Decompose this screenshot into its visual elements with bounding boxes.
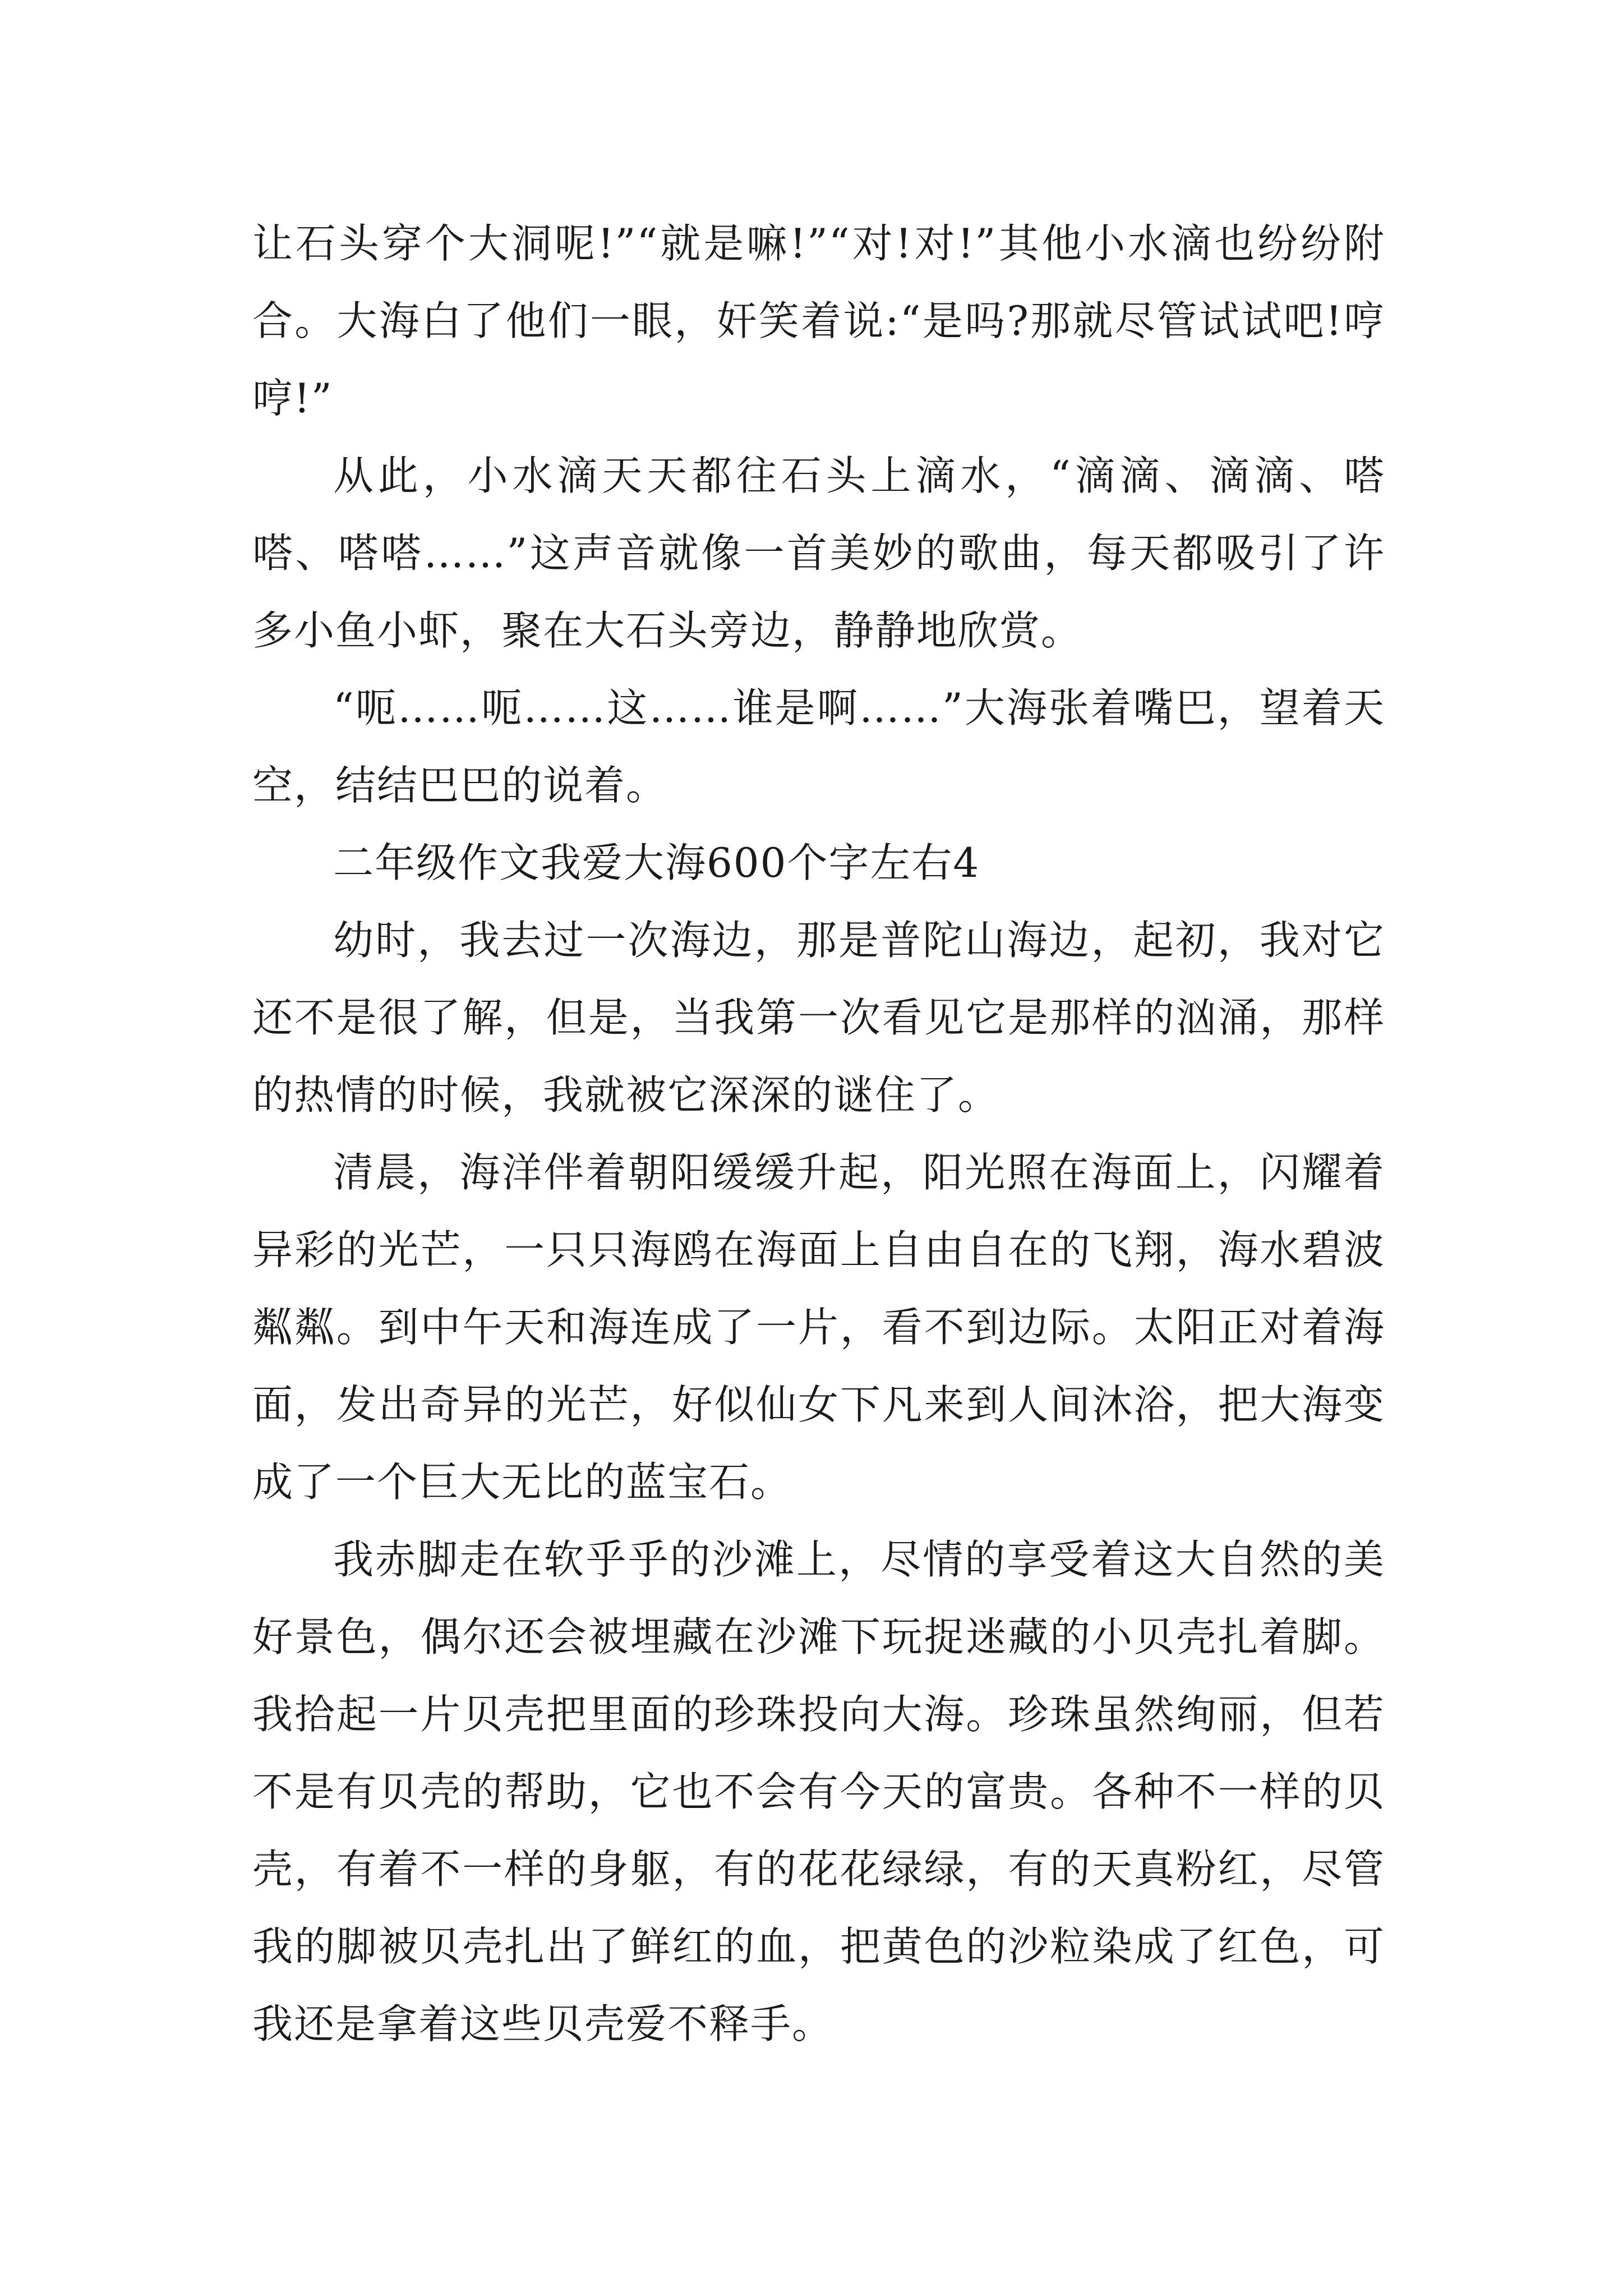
paragraph: 我赤脚走在软乎乎的沙滩上，尽情的享受着这大自然的美好景色，偶尔还会被埋藏在沙滩下玩捉迷藏的小贝壳扎着脚。我拾起一片贝壳把里面的珍珠投向大海。珍珠虽然绚丽，但若不是有贝壳的帮助，它也不会有今天的富贵。各种不一样的贝壳，有着不一样的身躯，有的花花绿绿，有的天真粉红，尽管我的脚被贝壳扎出了鲜红的血，把黄色的沙粒染成了红色，可我还是拿着这些贝壳爱不释手。	[252, 1536, 1385, 2047]
paragraph: 清晨，海洋伴着朝阳缓缓升起，阳光照在海面上，闪耀着异彩的光芒，一只只海鸥在海面上自由自在的飞翔，海水碧波粼粼。到中午天和海连成了一片，看不到边际。太阳正对着海面，发出奇异的光芒，好似仙女下凡来到人间沐浴，把大海变成了一个巨大无比的蓝宝石。	[252, 1149, 1385, 1506]
paragraph: 幼时，我去过一次海边，那是普陀山海边，起初，我对它还不是很了解，但是，当我第一次看见它是那样的汹涌，那样的热情的时候，我就被它深深的谜住了。	[252, 917, 1385, 1119]
paragraph: 从此，小水滴天天都往石头上滴水，“滴滴、滴滴、嗒嗒、嗒嗒……”这声音就像一首美妙的歌曲，每天都吸引了许多小鱼小虾，聚在大石头旁边，静静地欣赏。	[252, 452, 1385, 654]
section-heading: 二年级作文我爱大海600个字左右4	[333, 839, 980, 886]
paragraph: 让石头穿个大洞呢!”“就是嘛!”“对!对!”其他小水滴也纷纷附合。大海白了他们一眼，奸笑着说:“是吗?那就尽管试试吧!哼哼!”	[252, 220, 1385, 422]
paragraph: “呃……呃……这……谁是啊……”大海张着嘴巴，望着天空，结结巴巴的说着。	[252, 684, 1385, 809]
document-body	[252, 205, 1385, 2063]
